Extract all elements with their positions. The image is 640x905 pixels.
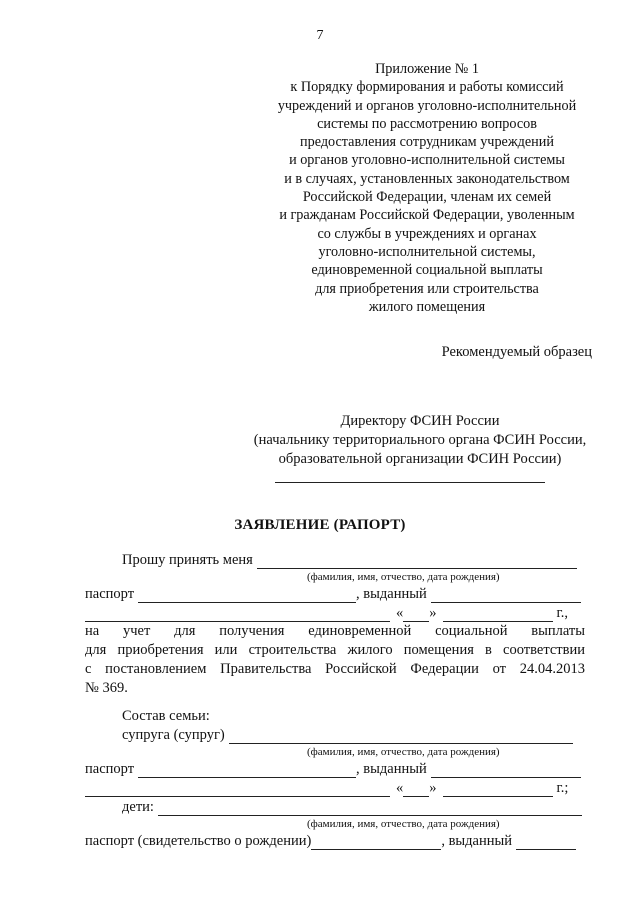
- body-line: для приобретения или строительства жилого помещения в соответствии: [85, 642, 585, 658]
- applicant-issue-day-field[interactable]: [403, 607, 429, 622]
- spouse-issuer-continued-field[interactable]: [85, 782, 390, 797]
- date-close-quote: »: [429, 780, 437, 796]
- appendix-line: предоставления сотрудникам учреждений: [300, 134, 554, 151]
- spouse-name-field[interactable]: [229, 729, 573, 744]
- spouse-issue-month-year-field[interactable]: [443, 782, 553, 797]
- children-name-field[interactable]: [158, 801, 582, 816]
- appendix-line: Приложение № 1: [375, 61, 479, 77]
- children-passport-row: [85, 833, 576, 850]
- appendix-line: единовременной социальной выплаты: [311, 262, 543, 279]
- date-close-quote: »: [429, 605, 437, 621]
- spouse-passport-issuer-field[interactable]: [431, 763, 581, 778]
- date-open-quote: «: [396, 605, 404, 621]
- applicant-date-row: [85, 605, 568, 622]
- children-document-number-field[interactable]: [311, 835, 441, 850]
- issued-label: , выданный: [441, 833, 513, 849]
- appendix-line: уголовно-исполнительной системы,: [318, 243, 536, 260]
- body-line: № 369.: [85, 680, 128, 696]
- applicant-name-field[interactable]: [257, 554, 577, 569]
- applicant-issuer-continued-field[interactable]: [85, 607, 390, 622]
- children-label: дети:: [122, 799, 154, 815]
- appendix-line: жилого помещения: [368, 298, 486, 315]
- appendix-line: со службы в учреждениях и органах: [317, 225, 537, 242]
- document-title: ЗАЯВЛЕНИЕ (РАПОРТ): [234, 517, 406, 533]
- spouse-name-hint: (фамилия, имя, отчество, дата рождения): [307, 746, 500, 758]
- children-row: [122, 799, 582, 816]
- date-open-quote: «: [396, 780, 404, 796]
- body-line: на учет для получения единовременной социальной выплаты: [85, 623, 585, 639]
- appendix-line: Российской Федерации, членам их семей: [302, 189, 552, 206]
- children-passport-label: паспорт (свидетельство о рождении): [85, 833, 312, 849]
- appendix-line: и гражданам Российской Федерации, уволенным: [279, 207, 575, 224]
- issued-label: , выданный: [356, 761, 427, 777]
- passport-label: паспорт: [85, 761, 135, 777]
- children-document-issuer-field[interactable]: [516, 835, 576, 850]
- appendix-heading: [262, 60, 592, 316]
- spouse-passport-number-field[interactable]: [138, 763, 356, 778]
- addressee-name-field[interactable]: [275, 482, 545, 483]
- applicant-issue-month-year-field[interactable]: [443, 607, 553, 622]
- spouse-row: [122, 727, 573, 744]
- appendix-line: и в случаях, установленных законодательством: [284, 170, 570, 187]
- applicant-passport-issuer-field[interactable]: [431, 588, 581, 603]
- request-row: [122, 552, 577, 569]
- spouse-passport-row: [85, 761, 581, 778]
- body-line: с постановлением Правительства Российской Федерации от 24.04.2013: [85, 661, 585, 677]
- request-label: Прошу принять меня: [122, 552, 253, 568]
- applicant-passport-row: [85, 586, 581, 603]
- applicant-name-hint: (фамилия, имя, отчество, дата рождения): [307, 571, 500, 583]
- passport-label: паспорт: [85, 586, 135, 602]
- appendix-line: и органов уголовно-исполнительной системы: [289, 152, 565, 169]
- addressee-line: (начальнику территориального органа ФСИН России,: [253, 432, 587, 448]
- year-suffix: г.;: [556, 780, 569, 796]
- appendix-line: системы по рассмотрению вопросов: [317, 115, 537, 132]
- addressee-block: [230, 412, 610, 469]
- spouse-issue-day-field[interactable]: [403, 782, 429, 797]
- request-body-text: [85, 622, 585, 698]
- spouse-label: супруга (супруг): [122, 727, 225, 743]
- page-number: 7: [316, 28, 324, 43]
- issued-label: , выданный: [356, 586, 427, 602]
- appendix-line: для приобретения или строительства: [315, 280, 539, 297]
- applicant-passport-number-field[interactable]: [138, 588, 356, 603]
- addressee-line: Директору ФСИН России: [340, 413, 500, 429]
- appendix-line: к Порядку формирования и работы комиссий: [290, 79, 564, 96]
- family-heading: [122, 708, 210, 725]
- children-name-hint: (фамилия, имя, отчество, дата рождения): [307, 818, 500, 830]
- sample-label: Рекомендуемый образец: [441, 344, 592, 360]
- family-heading-label: Состав семьи:: [122, 708, 210, 724]
- year-suffix: г.,: [556, 605, 569, 621]
- appendix-line: учреждений и органов уголовно-исполнительной: [277, 97, 577, 114]
- addressee-line: образовательной организации ФСИН России): [278, 451, 562, 467]
- spouse-date-row: [85, 780, 568, 797]
